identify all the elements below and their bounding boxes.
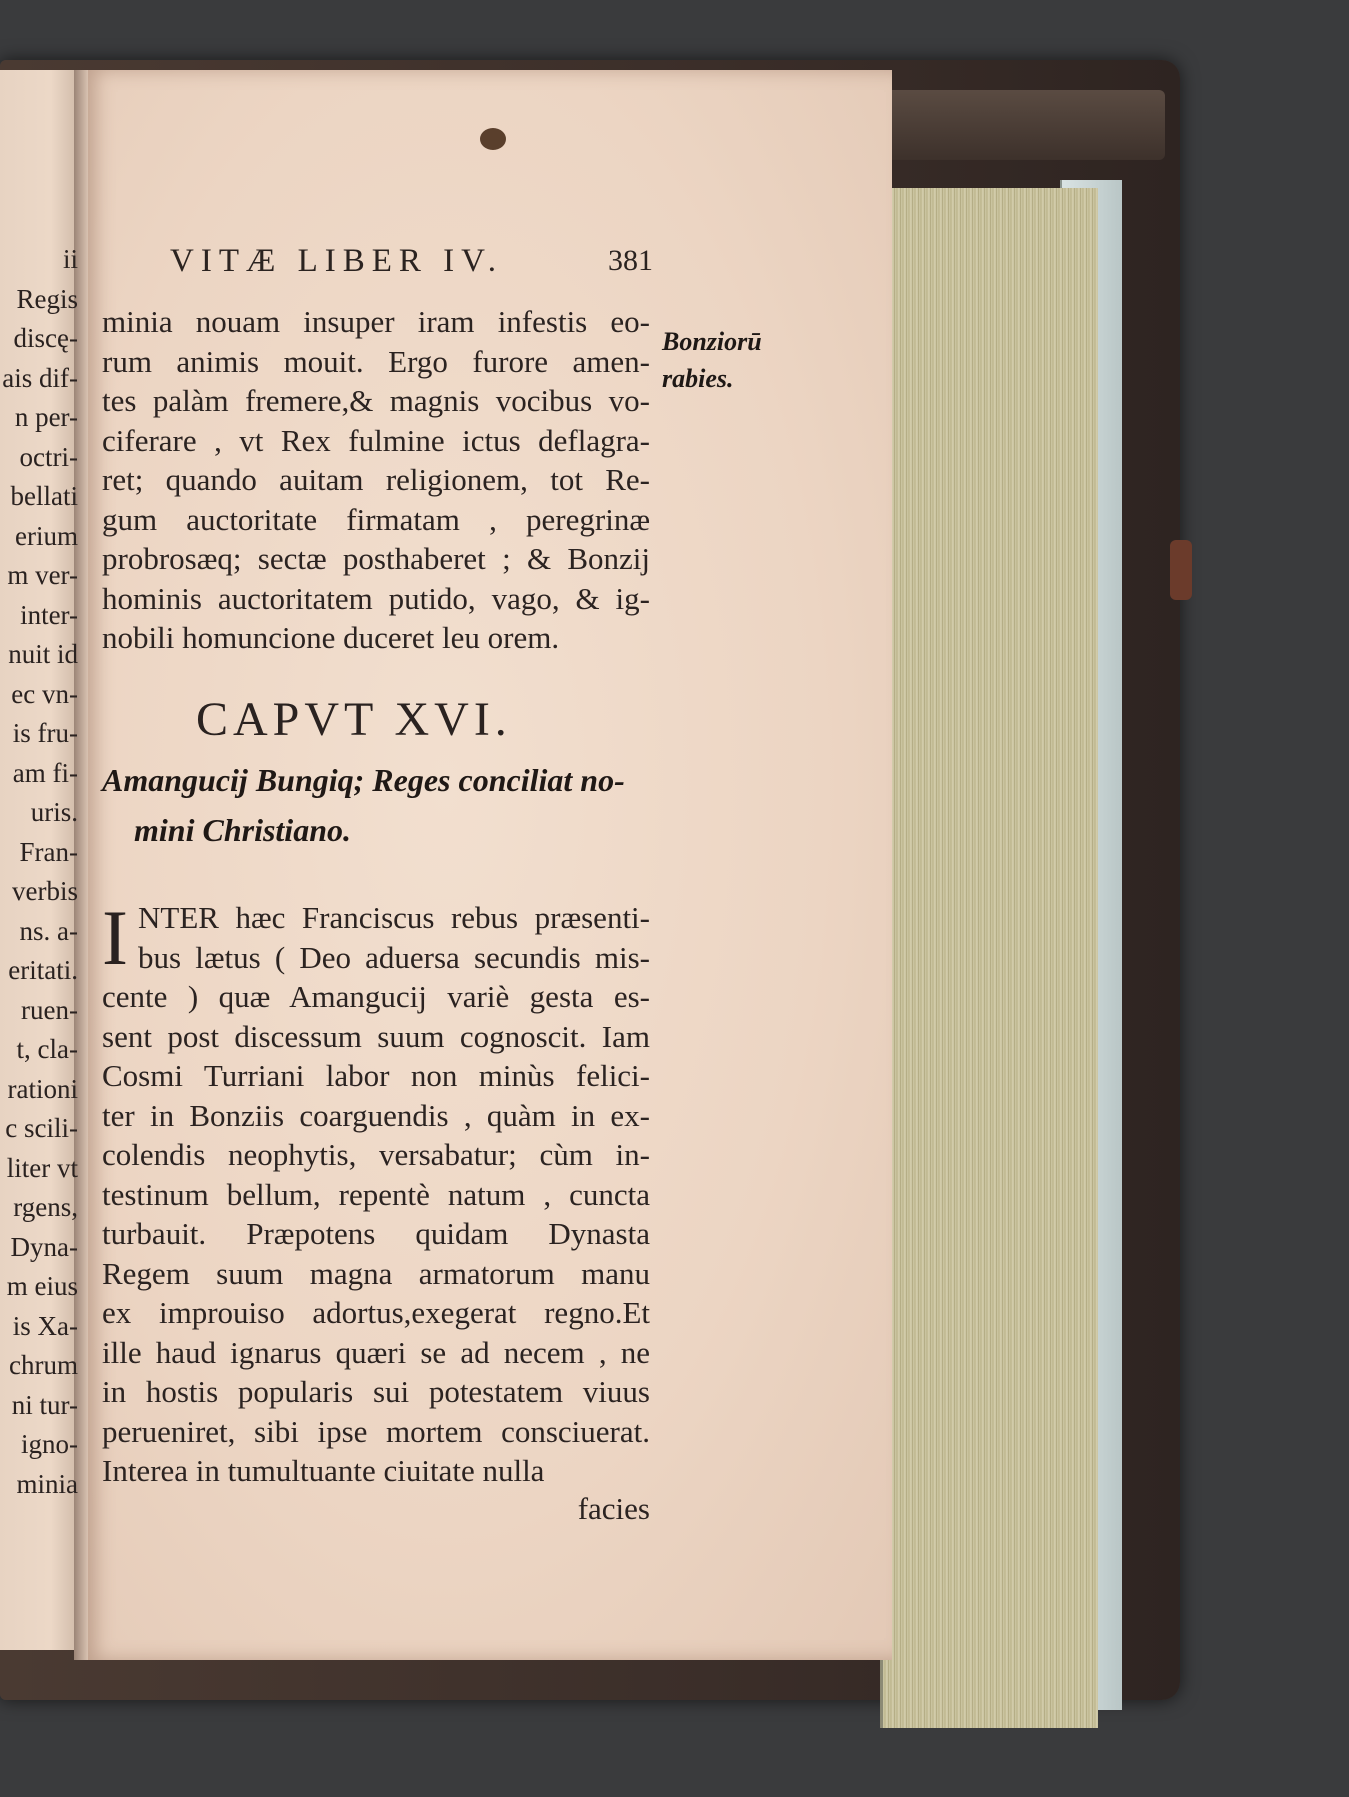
text-line: c scili-	[5, 1113, 78, 1143]
catchword-block	[102, 1489, 650, 1529]
text-line: NTER hæc Franciscus rebus præsenti-	[138, 900, 650, 935]
text-line: erium	[15, 520, 78, 551]
text-line: in hostis popularis sui potestatem viuus	[102, 1374, 650, 1409]
catchword: facies	[577, 1491, 650, 1526]
text-line: gum auctoritate firmatam , peregrinæ	[102, 501, 650, 537]
text-line: Dyna-	[10, 1231, 78, 1262]
text-line: ii	[62, 244, 78, 274]
text-line: bus lætus ( Deo aduersa secundis mis-	[138, 939, 650, 975]
margin-note-line: rabies.	[662, 364, 734, 393]
text-line: probrosæq; sectæ posthaberet ; & Bonzij	[102, 541, 650, 576]
text-line: m eius	[6, 1271, 78, 1301]
chapter-subtitle-line: Amangucij Bungiq; Reges conciliat no-	[102, 762, 625, 798]
chapter-subtitle-line: mini Christiano.	[134, 812, 351, 848]
text-line: ille haud ignarus quæri se ad necem , ne	[102, 1334, 650, 1370]
text-line: inter-	[20, 599, 78, 630]
running-title: VITÆ LIBER IV.	[170, 243, 503, 279]
text-line: ec vn-	[11, 678, 78, 709]
clasp-fragment	[1170, 540, 1192, 600]
text-line: tes palàm fremere,& magnis vocibus vo-	[102, 383, 650, 418]
text-line: nuit id	[8, 639, 78, 669]
text-line: nobili homuncione duceret leu orem.	[102, 620, 560, 655]
text-line: bellati	[10, 481, 78, 511]
text-line: ruen-	[21, 994, 78, 1025]
body-paragraph	[102, 894, 650, 1491]
text-line: ex improuiso adortus,exegerat regno.Et	[102, 1295, 650, 1330]
margin-note-line: Bonziorū	[662, 327, 762, 356]
text-line: eritati.	[8, 955, 78, 985]
text-line: perueniret, sibi ipse mortem consciuerat.	[102, 1413, 650, 1449]
text-line: is Xa-	[12, 1310, 78, 1341]
text-line: Regem suum magna armatorum manu	[102, 1255, 650, 1291]
text-line: minia	[16, 1468, 78, 1499]
text-line: am fi-	[12, 757, 78, 788]
chapter-heading: CAPVT XVI.	[196, 693, 512, 746]
text-line: ciferare , vt Rex fulmine ictus deflagra-	[102, 422, 650, 458]
text-line: octri-	[19, 441, 78, 472]
text-line: colendis neophytis, versabatur; cùm in-	[102, 1137, 650, 1172]
text-line: chrum	[9, 1350, 78, 1380]
text-line: ter in Bonziis coarguendis , quàm in ex-	[102, 1097, 650, 1133]
text-line: cente ) quæ Amangucij variè gesta es-	[102, 979, 650, 1014]
page-number: 381	[608, 244, 653, 277]
top-paragraph	[102, 302, 650, 658]
text-line: t, cla-	[16, 1034, 78, 1064]
text-line: liter vt	[6, 1152, 78, 1183]
text-line: hominis auctoritatem putido, vago, & ig-	[102, 580, 650, 616]
text-line: testinum bellum, repentè natum , cuncta	[102, 1176, 650, 1212]
text-line: ns. a-	[19, 915, 78, 946]
text-line: sent post discessum suum cognoscit. Iam	[102, 1018, 650, 1054]
text-line: Regis	[16, 283, 78, 314]
text-line: verbis	[12, 876, 78, 906]
text-line: rgens,	[13, 1192, 78, 1222]
text-line: ais dif-	[2, 362, 78, 393]
text-line: rum animis mouit. Ergo furore amen-	[102, 343, 650, 379]
margin-note	[662, 323, 762, 397]
text-line: turbauit. Præpotens quidam Dynasta	[102, 1216, 650, 1251]
text-line: minia nouam insuper iram infestis eo-	[102, 304, 650, 339]
text-line: m ver-	[7, 560, 78, 590]
text-line: ret; quando auitam religionem, tot Re-	[102, 462, 650, 497]
text-line: uris.	[30, 797, 78, 827]
text-line: ni tur-	[11, 1389, 78, 1420]
chapter-subtitle	[102, 755, 650, 855]
drop-initial: I	[102, 894, 128, 981]
left-page-text-fragments	[0, 240, 78, 1504]
text-line: Cosmi Turriani labor non minùs felici-	[102, 1058, 650, 1093]
ink-stain	[480, 128, 506, 150]
text-line: igno-	[21, 1429, 78, 1459]
text-line: n per-	[14, 402, 78, 432]
text-line: Fran-	[19, 836, 78, 867]
text-line: is fru-	[12, 718, 78, 748]
text-line: Interea in tumultuante ciuitate nulla	[102, 1453, 545, 1488]
text-line: rationi	[7, 1073, 78, 1104]
page-fore-edge	[880, 188, 1098, 1728]
text-line: discę-	[13, 323, 78, 353]
